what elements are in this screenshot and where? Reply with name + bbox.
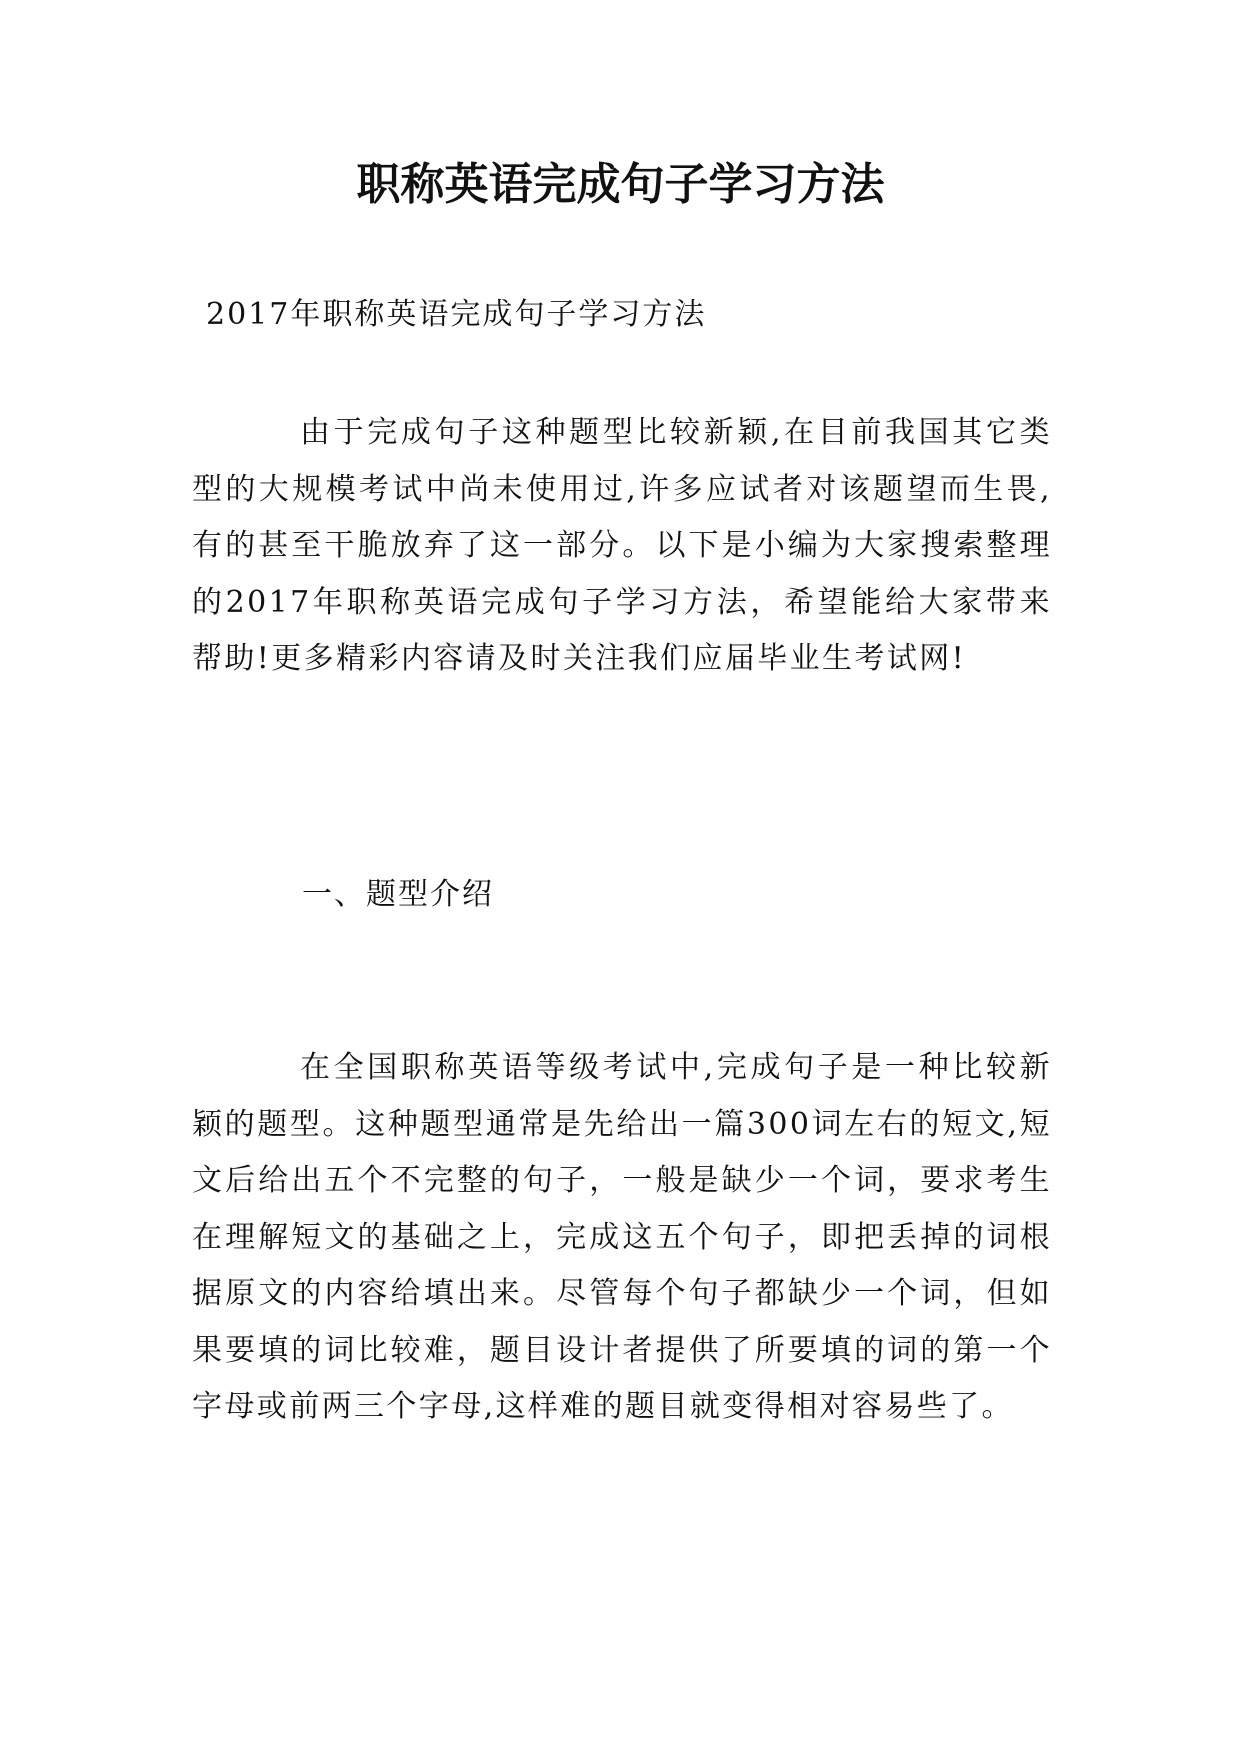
intro-paragraph: 由于完成句子这种题型比较新颖,在目前我国其它类型的大规模考试中尚未使用过,许多应试者对该题望而生畏,有的甚至干脆放弃了这一部分。以下是小编为大家搜索整理的2017年职称英语完成句子学习方法，希望能给大家带来帮助!更多精彩内容请及时关注我们应届毕业生考试网!: [192, 415, 1052, 676]
body-paragraph: 在全国职称英语等级考试中,完成句子是一种比较新颖的题型。这种题型通常是先给出一篇300词左右的短文,短文后给出五个不完整的句子，一般是缺少一个词，要求考生在理解短文的基础之上，完成这五个句子，即把丢掉的词根据原文的内容给填出来。尽管每个句子都缺少一个词，但如果要填的词比较难，题目设计者提供了所要填的词的第一个字母或前两三个字母,这样难的题目就变得相对容易些了。: [192, 1050, 1052, 1424]
document-subtitle: 2017年职称英语完成句子学习方法: [206, 297, 707, 332]
section-heading: 一、题型介绍: [302, 877, 494, 912]
document-title: 职称英语完成句子学习方法: [356, 159, 885, 210]
